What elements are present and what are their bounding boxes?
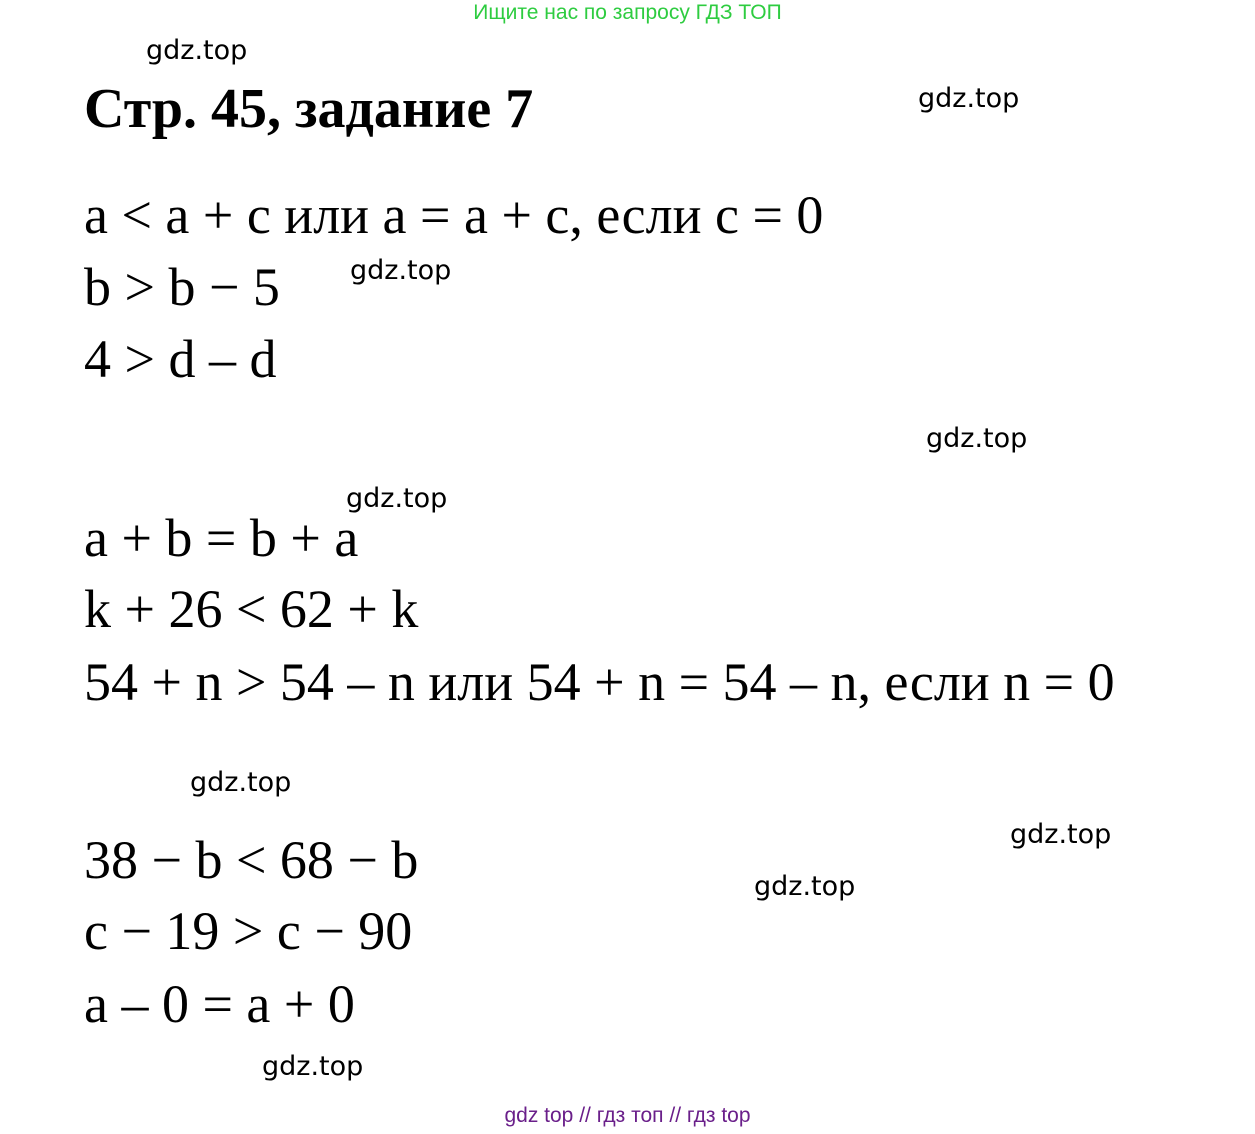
inequality-line: a < a + c или a = a + c, если c = 0 — [84, 185, 824, 245]
watermark: gdz.top — [146, 35, 248, 66]
inequality-line: a + b = b + a — [84, 508, 359, 568]
inequality-line: a – 0 = a + 0 — [84, 974, 355, 1034]
watermark: gdz.top — [350, 255, 452, 286]
watermark: gdz.top — [1010, 819, 1112, 850]
watermark: gdz.top — [754, 871, 856, 902]
inequality-line: 54 + n > 54 – n или 54 + n = 54 – n, если n = 0 — [84, 652, 1115, 712]
inequality-line: c − 19 > c − 90 — [84, 901, 413, 961]
footer-watermark: gdz top // гдз топ // гдз top — [504, 1104, 751, 1127]
watermark: gdz.top — [918, 83, 1020, 114]
inequality-line: b > b − 5 — [84, 257, 280, 317]
inequality-line: 38 − b < 68 − b — [84, 830, 419, 890]
watermark: gdz.top — [346, 483, 448, 514]
watermark: gdz.top — [262, 1051, 364, 1082]
inequality-line: k + 26 < 62 + k — [84, 579, 419, 639]
search-hint-banner: Ищите нас по запросу ГДЗ ТОП — [473, 1, 782, 24]
inequality-line: 4 > d – d — [84, 329, 277, 389]
page-title: Стр. 45, задание 7 — [84, 78, 534, 140]
watermark: gdz.top — [190, 767, 292, 798]
watermark: gdz.top — [926, 423, 1028, 454]
